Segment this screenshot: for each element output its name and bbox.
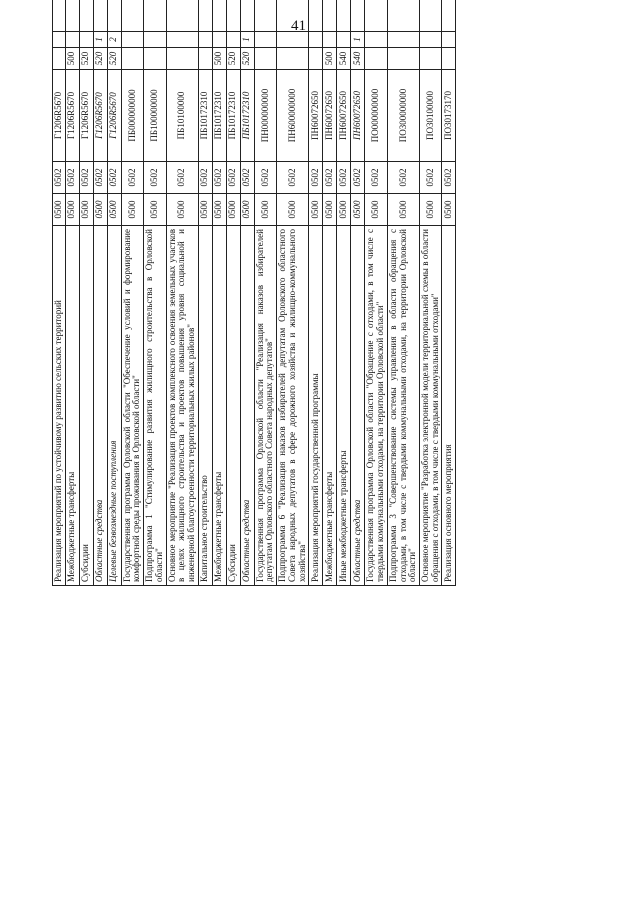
row-target-code: ПО30100000 (419, 70, 441, 162)
row-expense-type (121, 48, 143, 70)
row-section-code: 0500 (240, 194, 254, 226)
row-amount-year-1 (166, 0, 198, 32)
row-funding-source (65, 32, 79, 48)
row-subsection-code: 0502 (277, 162, 309, 194)
row-expense-type (166, 48, 198, 70)
row-target-code: ПН60072650 (323, 70, 337, 162)
row-amount-year-1 (121, 0, 143, 32)
row-amount-year-1 (387, 0, 419, 32)
row-subsection-code: 0502 (351, 162, 365, 194)
row-name: Реализация мероприятий государственной программы (309, 226, 323, 586)
row-name: Субсидии (226, 226, 240, 586)
row-expense-type (387, 48, 419, 70)
table-row (309, 0, 323, 586)
row-name: Капитальное строительство (198, 226, 212, 586)
row-section-code: 0500 (419, 194, 441, 226)
table-row (323, 0, 337, 586)
row-subsection-code: 0502 (323, 162, 337, 194)
row-expense-type: 540 (337, 48, 351, 70)
row-section-code: 0500 (226, 194, 240, 226)
row-amount-year-1 (254, 0, 276, 32)
row-section-code: 0500 (198, 194, 212, 226)
row-target-code: ПО30173170 (442, 70, 456, 162)
row-funding-source (79, 32, 93, 48)
row-amount-year-1 (419, 0, 441, 32)
row-target-code: ПО300000000 (387, 70, 419, 162)
row-target-code: ПБ100000000 (144, 70, 166, 162)
row-amount-year-1 (65, 0, 79, 32)
row-funding-source (442, 32, 456, 48)
row-funding-source: 2 (107, 32, 121, 48)
row-section-code: 0500 (166, 194, 198, 226)
row-target-code: ПБ10172310 (212, 70, 226, 162)
row-subsection-code: 0502 (121, 162, 143, 194)
row-amount-year-1 (226, 0, 240, 32)
row-expense-type: 500 (323, 48, 337, 70)
row-expense-type (419, 48, 441, 70)
row-expense-type (144, 48, 166, 70)
row-name: Межбюджетные трансферты (323, 226, 337, 586)
row-funding-source (166, 32, 198, 48)
table-row (226, 0, 240, 586)
row-name: Областные средства (240, 226, 254, 586)
row-expense-type (442, 48, 456, 70)
row-subsection-code: 0502 (254, 162, 276, 194)
row-section-code: 0500 (351, 194, 365, 226)
row-subsection-code: 0502 (166, 162, 198, 194)
row-section-code: 0500 (309, 194, 323, 226)
row-section-code: 0500 (212, 194, 226, 226)
row-funding-source (419, 32, 441, 48)
row-name: Целевые безвозмездные поступления (107, 226, 121, 586)
row-name: Государственная программа Орловской области "Обращение с отходами, в том числе с твердыми коммунальными отходами, на территории Орловской области" (365, 226, 387, 586)
row-expense-type (309, 48, 323, 70)
row-subsection-code: 0502 (212, 162, 226, 194)
row-name: Государственная программа Орловской области "Реализация наказов избирателей депутатам Орловского областного Совета народных депутатов" (254, 226, 276, 586)
row-name: Государственная программа Орловской области "Обеспечение условий и формирование комфортной среды проживания в Орловской области" (121, 226, 143, 586)
table-row (166, 0, 198, 586)
row-target-code: Г1206R5670 (79, 70, 93, 162)
row-target-code: ПБ10172310 (226, 70, 240, 162)
row-subsection-code: 0502 (387, 162, 419, 194)
row-subsection-code: 0502 (419, 162, 441, 194)
table-row (442, 0, 456, 586)
row-subsection-code: 0502 (93, 162, 107, 194)
row-section-code: 0500 (442, 194, 456, 226)
row-expense-type (53, 48, 66, 70)
table-row (254, 0, 276, 586)
row-target-code: Г1206R5670 (107, 70, 121, 162)
row-funding-source (365, 32, 387, 48)
row-subsection-code: 0502 (240, 162, 254, 194)
row-target-code: ПН000000000 (254, 70, 276, 162)
row-expense-type: 520 (226, 48, 240, 70)
row-amount-year-1 (93, 0, 107, 32)
row-subsection-code: 0502 (53, 162, 66, 194)
row-amount-year-1 (144, 0, 166, 32)
table-row (144, 0, 166, 586)
document-sheet (52, 37, 592, 872)
row-target-code: ПБ000000000 (121, 70, 143, 162)
row-subsection-code: 0502 (309, 162, 323, 194)
row-funding-source (144, 32, 166, 48)
table-row (419, 0, 441, 586)
row-expense-type (365, 48, 387, 70)
row-funding-source (212, 32, 226, 48)
row-name: Межбюджетные трансферты (65, 226, 79, 586)
row-target-code: ПБ10172310 (198, 70, 212, 162)
row-section-code: 0500 (65, 194, 79, 226)
row-amount-year-1 (365, 0, 387, 32)
row-target-code: ПН600000000 (277, 70, 309, 162)
row-amount-year-1 (309, 0, 323, 32)
row-subsection-code: 0502 (365, 162, 387, 194)
row-section-code: 0500 (53, 194, 66, 226)
table-row (277, 0, 309, 586)
table-row (79, 0, 93, 586)
table-row (365, 0, 387, 586)
row-subsection-code: 0502 (337, 162, 351, 194)
budget-table (52, 0, 456, 586)
row-amount-year-1 (79, 0, 93, 32)
row-subsection-code: 0502 (226, 162, 240, 194)
row-name: Межбюджетные трансферты (212, 226, 226, 586)
row-amount-year-1 (240, 0, 254, 32)
row-subsection-code: 0502 (107, 162, 121, 194)
rotated-budget-table-wrapper (52, 0, 592, 586)
row-section-code: 0500 (121, 194, 143, 226)
row-section-code: 0500 (79, 194, 93, 226)
row-funding-source (337, 32, 351, 48)
row-funding-source (277, 32, 309, 48)
row-expense-type: 500 (65, 48, 79, 70)
table-row (240, 0, 254, 586)
table-row (212, 0, 226, 586)
table-row (65, 0, 79, 586)
row-expense-type: 520 (240, 48, 254, 70)
table-row (198, 0, 212, 586)
row-amount-year-1 (212, 0, 226, 32)
row-subsection-code: 0502 (79, 162, 93, 194)
row-name: Реализация мероприятий по устойчивому развитию сельских территорий (53, 226, 66, 586)
row-subsection-code: 0502 (198, 162, 212, 194)
row-expense-type: 540 (351, 48, 365, 70)
row-target-code: ПН60072650 (337, 70, 351, 162)
row-amount-year-1 (53, 0, 66, 32)
row-target-code: ПБ10172310 (240, 70, 254, 162)
row-name: Субсидии (79, 226, 93, 586)
row-section-code: 0500 (365, 194, 387, 226)
row-target-code: ПО000000000 (365, 70, 387, 162)
row-funding-source: 1 (93, 32, 107, 48)
budget-table-body (53, 0, 456, 586)
row-target-code: Г1206R5670 (53, 70, 66, 162)
row-name: Подпрограмма 6 "Реализация наказов избирателей депутатам Орловского областного Совета народных депутатов в сфере дорожного хозяйства и жилищно-коммунального хозяйства" (277, 226, 309, 586)
row-name: Основное мероприятие "Реализация проектов комплексного освоения земельных участков в целях жилищного строительства и проектов повышения уровня социальной и инженерной благоустроенности территориальных жилых районов" (166, 226, 198, 586)
page-number: 41 (291, 18, 306, 34)
row-expense-type: 520 (93, 48, 107, 70)
table-row (107, 0, 121, 586)
row-amount-year-1 (323, 0, 337, 32)
row-target-code: Г1206R5670 (65, 70, 79, 162)
row-section-code: 0500 (387, 194, 419, 226)
row-target-code: Г1206R5670 (93, 70, 107, 162)
row-amount-year-1 (442, 0, 456, 32)
row-funding-source: 1 (351, 32, 365, 48)
row-section-code: 0500 (277, 194, 309, 226)
row-amount-year-1 (198, 0, 212, 32)
row-section-code: 0500 (93, 194, 107, 226)
row-expense-type (277, 48, 309, 70)
table-row (337, 0, 351, 586)
row-section-code: 0500 (323, 194, 337, 226)
row-funding-source (198, 32, 212, 48)
row-expense-type: 520 (107, 48, 121, 70)
row-section-code: 0500 (144, 194, 166, 226)
row-expense-type (254, 48, 276, 70)
table-row (53, 0, 66, 586)
table-row (121, 0, 143, 586)
row-funding-source: 1 (240, 32, 254, 48)
row-amount-year-1 (351, 0, 365, 32)
row-name: Реализация основного мероприятия (442, 226, 456, 586)
row-name: Областные средства (93, 226, 107, 586)
table-row (387, 0, 419, 586)
row-section-code: 0500 (337, 194, 351, 226)
row-subsection-code: 0502 (65, 162, 79, 194)
row-amount-year-1 (277, 0, 309, 32)
row-funding-source (387, 32, 419, 48)
row-name: Иные межбюджетные трансферты (337, 226, 351, 586)
row-target-code: ПН60072650 (309, 70, 323, 162)
row-section-code: 0500 (254, 194, 276, 226)
row-name: Подпрограмма 3 "Совершенствование системы управления в области обращения с отходами, в том числе с твердыми коммунальными отходами, на территории Орловской области" (387, 226, 419, 586)
row-expense-type (198, 48, 212, 70)
table-row (351, 0, 365, 586)
row-funding-source (254, 32, 276, 48)
row-amount-year-1 (107, 0, 121, 32)
row-funding-source (53, 32, 66, 48)
row-expense-type: 500 (212, 48, 226, 70)
row-amount-year-1 (337, 0, 351, 32)
row-target-code: ПН60072650 (351, 70, 365, 162)
row-name: Областные средства (351, 226, 365, 586)
table-row (93, 0, 107, 586)
row-funding-source (309, 32, 323, 48)
row-funding-source (323, 32, 337, 48)
row-subsection-code: 0502 (442, 162, 456, 194)
row-target-code: ПБ10100000 (166, 70, 198, 162)
row-section-code: 0500 (107, 194, 121, 226)
row-name: Подпрограмма 1 "Стимулирование развития жилищного строительства в Орловской области" (144, 226, 166, 586)
row-funding-source (121, 32, 143, 48)
row-expense-type: 520 (79, 48, 93, 70)
row-funding-source (226, 32, 240, 48)
row-name: Основное мероприятие "Разработка электронной модели территориальной схемы в области обращения с отходами, в том числе с твердыми коммунальными отходами" (419, 226, 441, 586)
row-subsection-code: 0502 (144, 162, 166, 194)
